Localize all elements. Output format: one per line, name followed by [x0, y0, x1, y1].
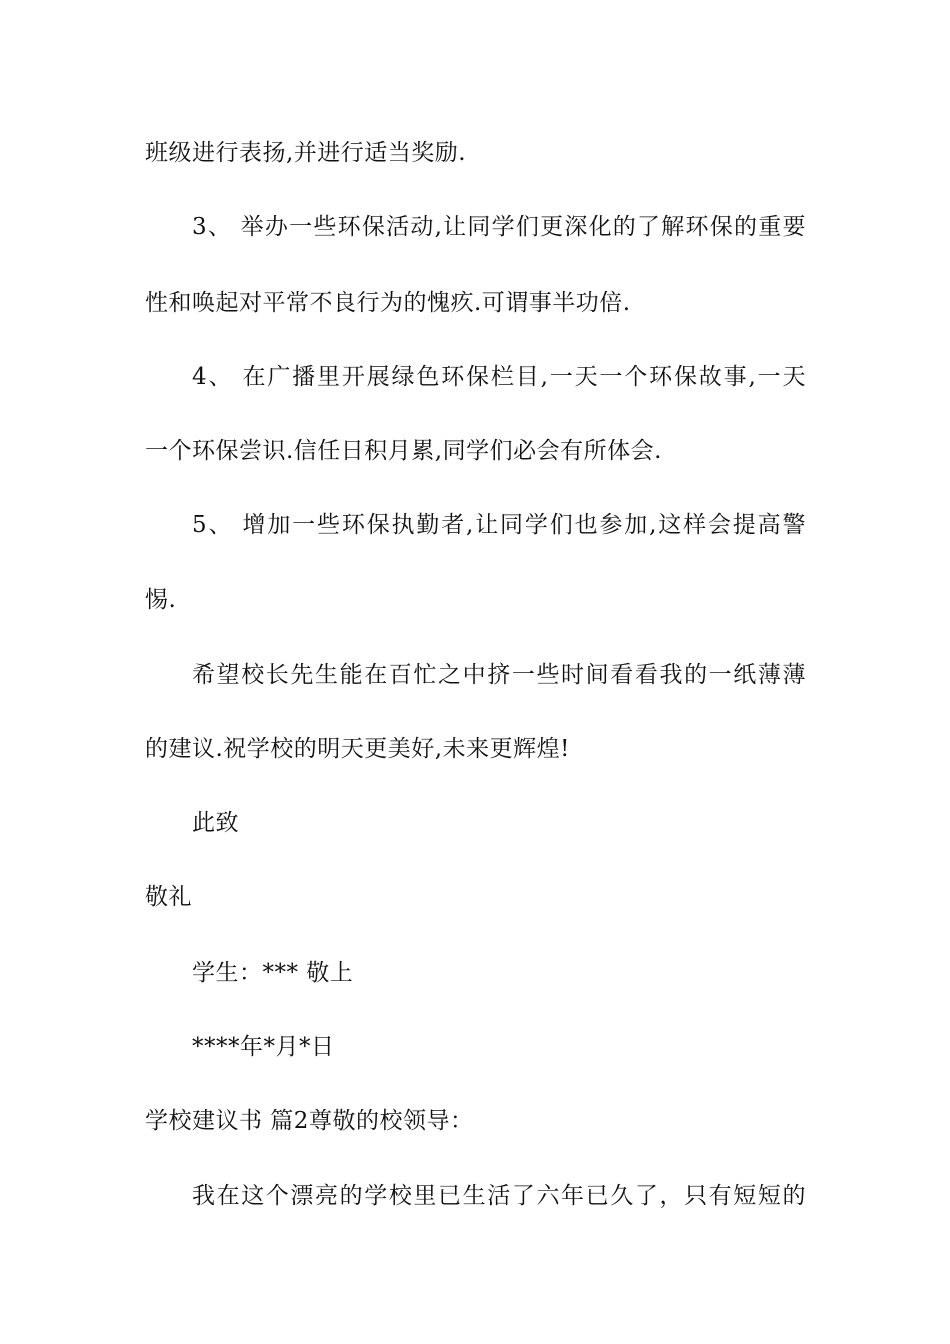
paragraph-line: 的建议.祝学校的明天更美好,未来更辉煌! — [145, 736, 570, 762]
closing-respect: 敬礼 — [145, 884, 192, 910]
section-heading: 学校建议书 篇2尊敬的校领导： — [145, 1108, 474, 1134]
paragraph-line: 希望校长先生能在百忙之中挤一些时间看看我的一纸薄薄 — [192, 662, 806, 688]
list-item-3-line: 3、 举办一些环保活动,让同学们更深化的了解环保的重要 — [192, 214, 806, 240]
paragraph-line: 性和唤起对平常不良行为的愧疚.可谓事半功倍. — [145, 290, 631, 316]
list-item-4-line: 4、 在广播里开展绿色环保栏目,一天一个环保故事,一天 — [192, 364, 806, 390]
closing-salutation: 此致 — [192, 810, 239, 836]
paragraph-line: 惕. — [145, 587, 177, 613]
paragraph-line: 我在这个漂亮的学校里已生活了六年已久了，只有短短的 — [192, 1183, 806, 1209]
list-item-5-line: 5、 增加一些环保执勤者,让同学们也参加,这样会提高警 — [192, 512, 806, 538]
paragraph-line: 一个环保尝识.信任日积月累,同学们必会有所体会. — [145, 438, 662, 464]
signature-line: 学生：*** 敬上 — [192, 960, 354, 986]
date-line: ****年*月*日 — [192, 1034, 335, 1060]
paragraph-line: 班级进行表扬,并进行适当奖励. — [145, 140, 467, 166]
